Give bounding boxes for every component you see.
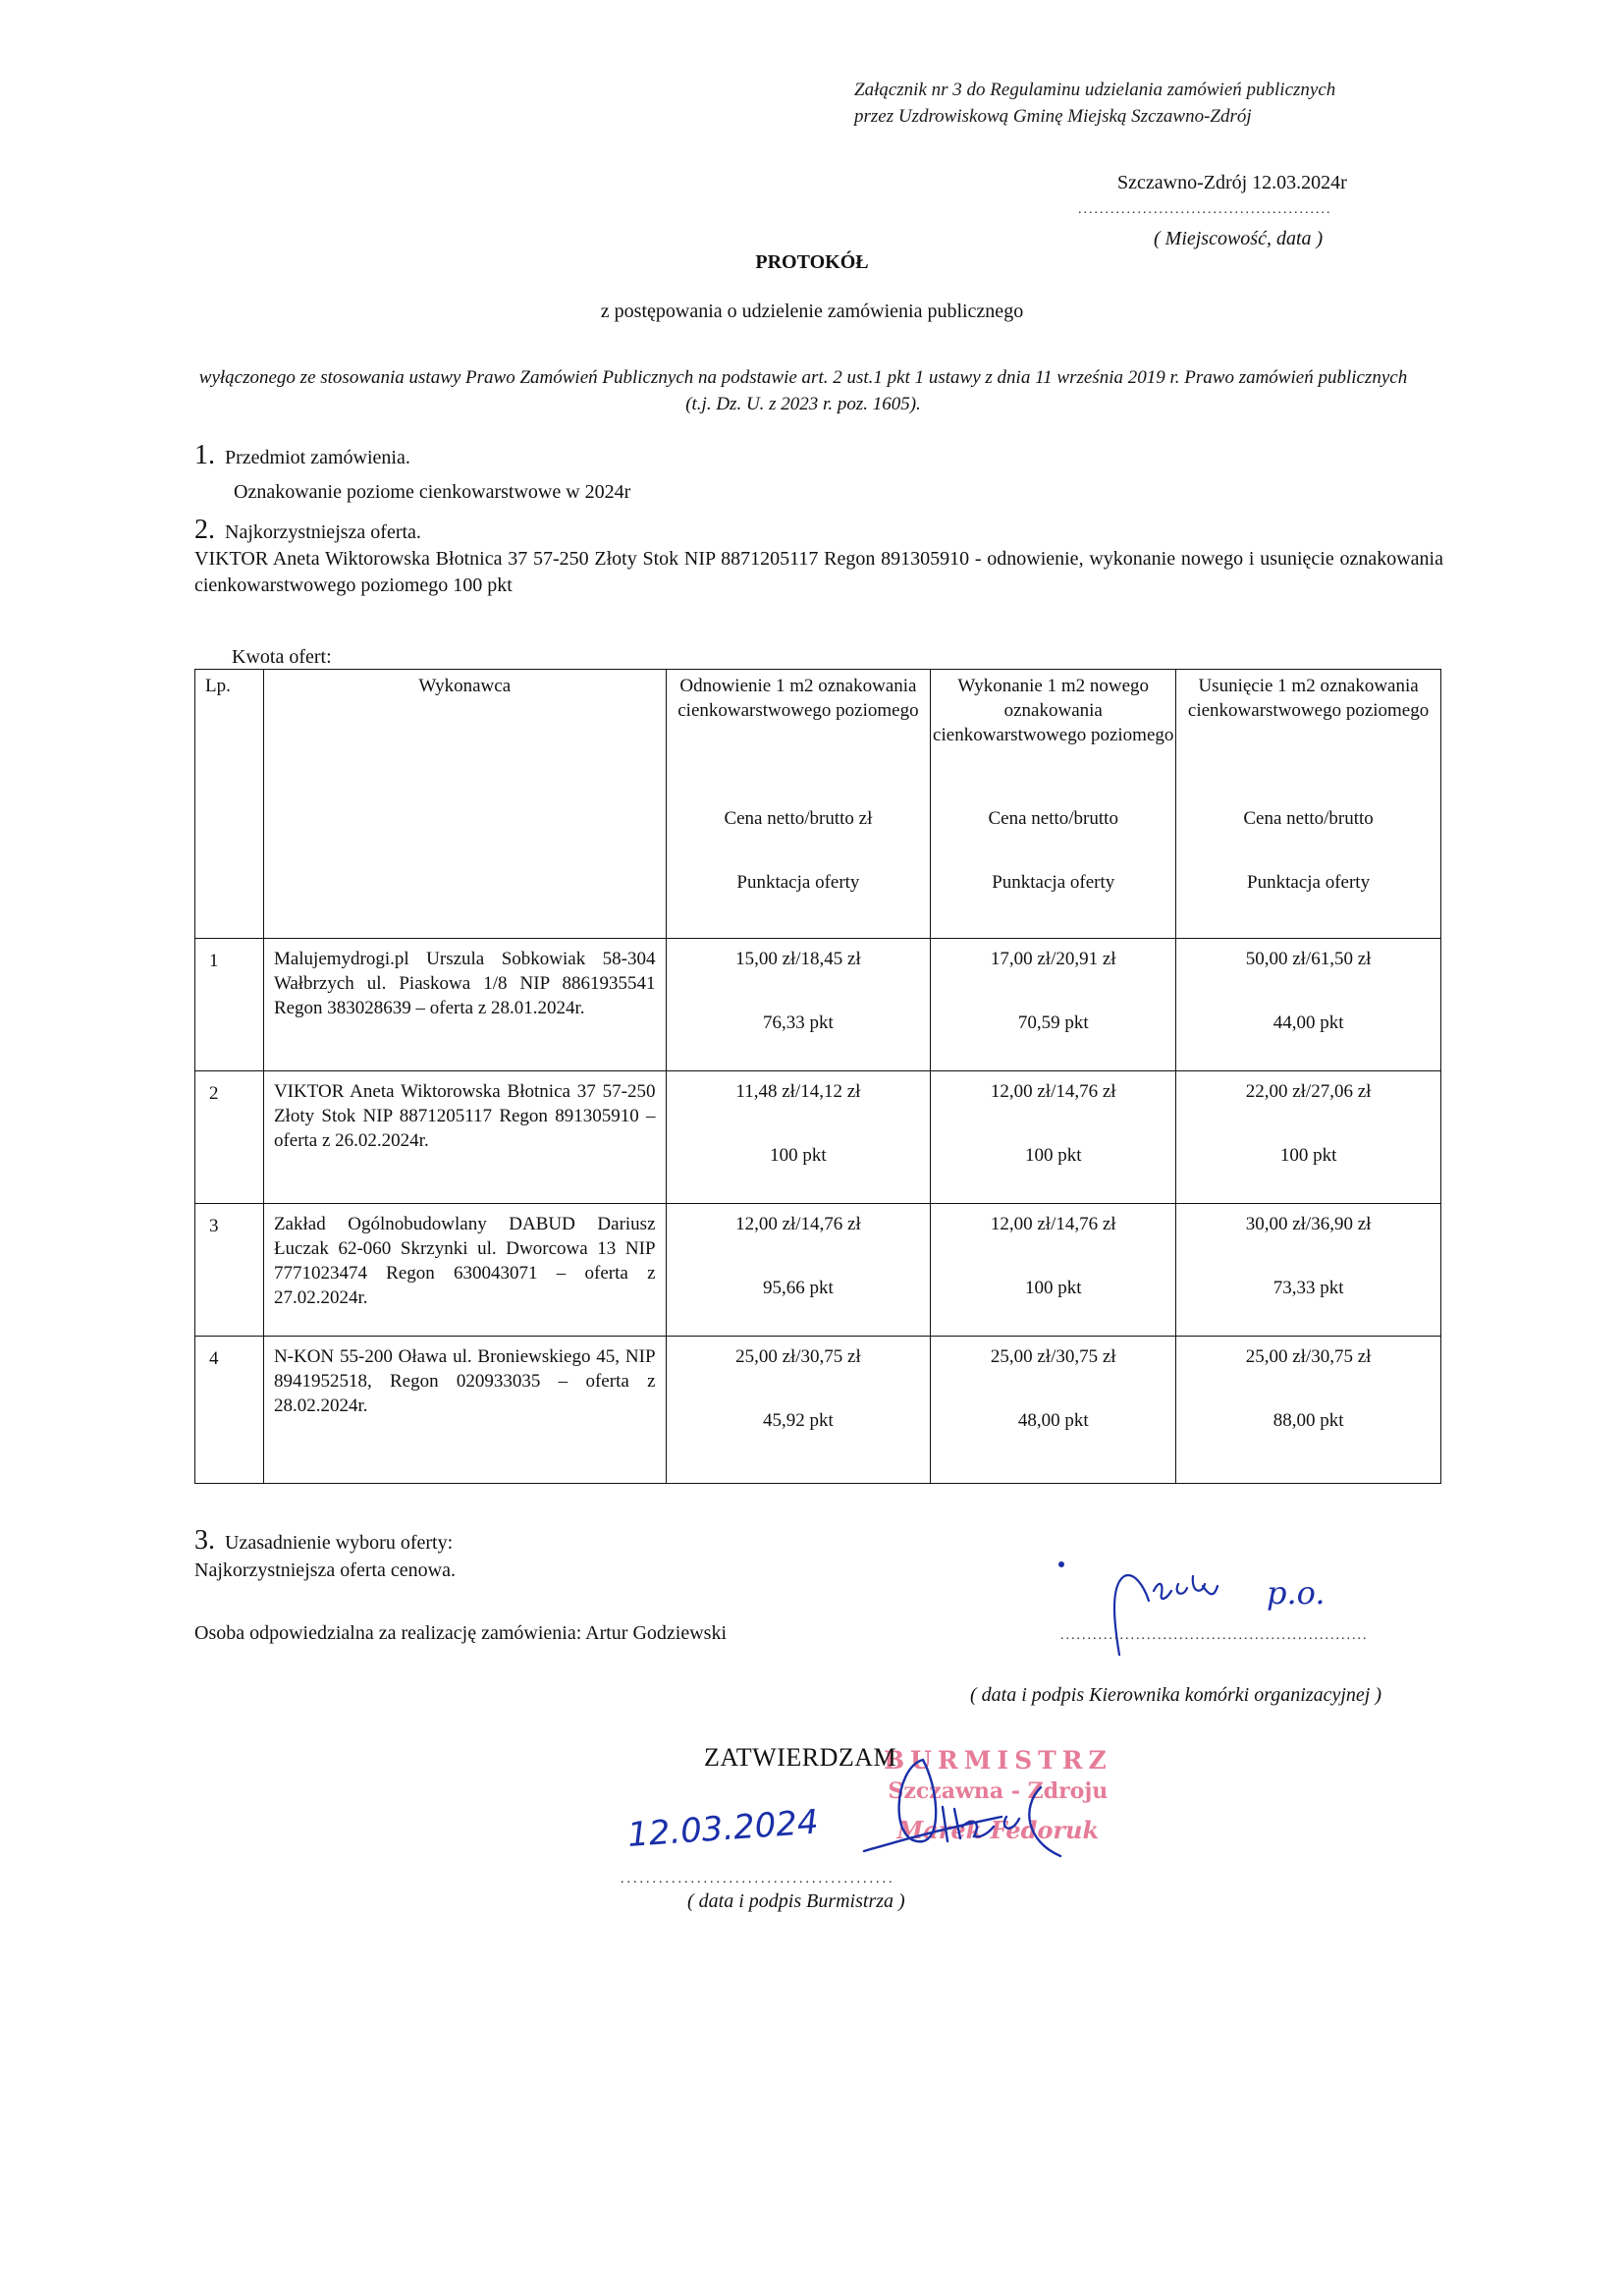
- row-new-marking-price: 12,00 zł/14,76 zł: [990, 1214, 1116, 1234]
- mayor-signature: [625, 1748, 1080, 1866]
- stamp-title: BURMISTRZ: [884, 1746, 1112, 1775]
- row-new-marking-cell: [931, 1337, 1176, 1484]
- section-3-heading: [194, 1525, 453, 1557]
- header-renewal-title: Odnowienie 1 m2 oznakowania cienkowarstwowego poziomego: [677, 676, 919, 721]
- row-removal-points: 100 pkt: [1279, 1145, 1337, 1166]
- row-removal-price: 25,00 zł/30,75 zł: [1245, 1346, 1372, 1367]
- section-2-number: 2.: [194, 515, 215, 545]
- stamp-name: Marek Fedoruk: [896, 1816, 1100, 1844]
- table-row: [195, 1204, 1441, 1337]
- row-new-marking-price: 12,00 zł/14,76 zł: [990, 1081, 1116, 1102]
- offers-table: [194, 669, 1441, 1484]
- row-removal-cell: [1176, 1337, 1441, 1484]
- row-removal-points: 73,33 pkt: [1272, 1278, 1344, 1298]
- section-3-body: Najkorzystniejsza oferta cenowa.: [194, 1559, 456, 1581]
- document-title: PROTOKÓŁ: [755, 251, 869, 273]
- row-renewal-price: 25,00 zł/30,75 zł: [735, 1346, 861, 1367]
- row-new-marking-cell: [931, 1204, 1176, 1337]
- place-date-label: ( Miejscowość, data ): [1154, 228, 1324, 249]
- handwritten-date: 12.03.2024: [625, 1802, 820, 1855]
- row-removal-points: 44,00 pkt: [1272, 1012, 1344, 1033]
- section-1-body: Oznakowanie poziome cienkowarstwowe w 2024r: [234, 481, 631, 503]
- annex-reference: [854, 77, 1335, 130]
- responsible-person: Osoba odpowiedzialna za realizację zamówienia: Artur Godziewski: [194, 1622, 728, 1644]
- row-removal-price: 50,00 zł/61,50 zł: [1245, 949, 1372, 969]
- manager-signature-dotted-line: .........................................................: [1060, 1628, 1369, 1643]
- row-renewal-points: 100 pkt: [770, 1145, 827, 1166]
- manager-signature-po: p.o.: [1267, 1574, 1326, 1612]
- row-new-marking-price: 17,00 zł/20,91 zł: [990, 949, 1116, 969]
- row-lp: 2: [195, 1071, 264, 1204]
- row-removal-cell: [1176, 1204, 1441, 1337]
- row-renewal-cell: [666, 1337, 931, 1484]
- row-new-marking-price: 25,00 zł/30,75 zł: [990, 1346, 1116, 1367]
- section-1-heading: [194, 440, 410, 471]
- table-row: [195, 1071, 1441, 1204]
- section-1-title: Przedmiot zamówienia.: [225, 447, 410, 468]
- row-removal-cell: [1176, 939, 1441, 1071]
- row-removal-price: 30,00 zł/36,90 zł: [1245, 1214, 1372, 1234]
- stamp-town: Szczawna - Zdroju: [888, 1778, 1109, 1804]
- header-removal-price-label: Cena netto/brutto: [1243, 808, 1374, 829]
- row-contractor: Malujemydrogi.pl Urszula Sobkowiak 58-304 Wałbrzych ul. Piaskowa 1/8 NIP 8861935541 Regon 383028639 – oferta z 28.01.2024r.: [263, 939, 666, 1071]
- row-renewal-cell: [666, 939, 931, 1071]
- row-renewal-price: 12,00 zł/14,76 zł: [735, 1214, 861, 1234]
- table-row: [195, 1337, 1441, 1484]
- annex-line-2: przez Uzdrowiskową Gminę Miejską Szczawno-Zdrój: [854, 106, 1252, 127]
- section-2-title: Najkorzystniejsza oferta.: [225, 521, 421, 543]
- header-removal-points-label: Punktacja oferty: [1247, 872, 1371, 893]
- section-1-number: 1.: [194, 440, 215, 470]
- legal-basis: wyłączonego ze stosowania ustawy Prawo Zamówień Publicznych na podstawie art. 2 ust.1 pkt 1 ustawy z dnia 11 września 2019 r. Prawo zamówień publicznych (t.j. Dz. U. z 2023 r. poz. 1605).: [198, 367, 1408, 414]
- row-renewal-price: 15,00 zł/18,45 zł: [735, 949, 861, 969]
- header-renewal-points-label: Punktacja oferty: [736, 872, 860, 893]
- row-new-marking-points: 70,59 pkt: [1017, 1012, 1089, 1033]
- manager-signature: [1056, 1557, 1350, 1665]
- section-3-number: 3.: [194, 1525, 215, 1556]
- row-renewal-cell: [666, 1071, 931, 1204]
- ink-dot: [1058, 1561, 1064, 1567]
- header-lp: Lp.: [195, 670, 264, 939]
- row-renewal-points: 76,33 pkt: [763, 1012, 834, 1033]
- mayor-signature-stroke: [864, 1760, 1060, 1856]
- row-renewal-cell: [666, 1204, 931, 1337]
- manager-signature-label: ( data i podpis Kierownika komórki organizacyjnej ): [970, 1684, 1382, 1706]
- row-lp: 4: [195, 1337, 264, 1484]
- header-renewal-price-label: Cena netto/brutto zł: [724, 808, 873, 829]
- table-header-row: [195, 670, 1441, 939]
- header-contractor: Wykonawca: [263, 670, 666, 939]
- section-2-body: VIKTOR Aneta Wiktorowska Błotnica 37 57-250 Złoty Stok NIP 8871205117 Regon 891305910 - odnowienie, wykonanie nowego i usunięcie oznakowania cienkowarstwowego poziomego 100 pkt: [194, 548, 1443, 596]
- row-new-marking-cell: [931, 1071, 1176, 1204]
- section-3-title: Uzasadnienie wyboru oferty:: [225, 1532, 454, 1554]
- header-renewal: [666, 670, 931, 939]
- header-new-marking: [931, 670, 1176, 939]
- place-date-dotted-line: ...............................................: [1078, 202, 1332, 217]
- row-contractor: VIKTOR Aneta Wiktorowska Błotnica 37 57-250 Złoty Stok NIP 8871205117 Regon 891305910 – oferta z 26.02.2024r.: [263, 1071, 666, 1204]
- row-removal-cell: [1176, 1071, 1441, 1204]
- row-new-marking-cell: [931, 939, 1176, 1071]
- document-subtitle: z postępowania o udzielenie zamówienia publicznego: [600, 301, 1024, 322]
- mayor-signature-label: ( data i podpis Burmistrza ): [687, 1890, 905, 1912]
- row-renewal-price: 11,48 zł/14,12 zł: [735, 1081, 861, 1102]
- row-new-marking-points: 100 pkt: [1024, 1145, 1082, 1166]
- header-new-marking-title: Wykonanie 1 m2 nowego oznakowania cienkowarstwowego poziomego: [933, 676, 1174, 745]
- header-new-marking-points-label: Punktacja oferty: [992, 872, 1115, 893]
- row-contractor: Zakład Ogólnobudowlany DABUD Dariusz Łuczak 62-060 Skrzynki ul. Dworcowa 13 NIP 7771023474 Regon 630043071 – oferta z 27.02.2024r.: [263, 1204, 666, 1337]
- row-contractor: N-KON 55-200 Oława ul. Broniewskiego 45, NIP 8941952518, Regon 020933035 – oferta z 28.02.2024r.: [263, 1337, 666, 1484]
- table-caption: Kwota ofert:: [232, 646, 332, 668]
- row-new-marking-points: 48,00 pkt: [1017, 1410, 1089, 1431]
- header-removal-title: Usunięcie 1 m2 oznakowania cienkowarstwowego poziomego: [1187, 676, 1430, 721]
- mayor-signature-dotted-line: ...........................................: [621, 1872, 895, 1886]
- header-removal: [1176, 670, 1441, 939]
- row-lp: 3: [195, 1204, 264, 1337]
- row-new-marking-points: 100 pkt: [1024, 1278, 1082, 1298]
- approval-label: ZATWIERDZAM: [704, 1743, 897, 1772]
- row-removal-points: 88,00 pkt: [1272, 1410, 1344, 1431]
- annex-line-1: Załącznik nr 3 do Regulaminu udzielania zamówień publicznych: [854, 80, 1336, 100]
- row-renewal-points: 45,92 pkt: [763, 1410, 834, 1431]
- section-2-heading: [194, 515, 421, 546]
- place-and-date: Szczawno-Zdrój 12.03.2024r: [1117, 172, 1347, 193]
- row-lp: 1: [195, 939, 264, 1071]
- row-renewal-points: 95,66 pkt: [763, 1278, 834, 1298]
- header-new-marking-price-label: Cena netto/brutto: [988, 808, 1118, 829]
- table-row: [195, 939, 1441, 1071]
- row-removal-price: 22,00 zł/27,06 zł: [1245, 1081, 1372, 1102]
